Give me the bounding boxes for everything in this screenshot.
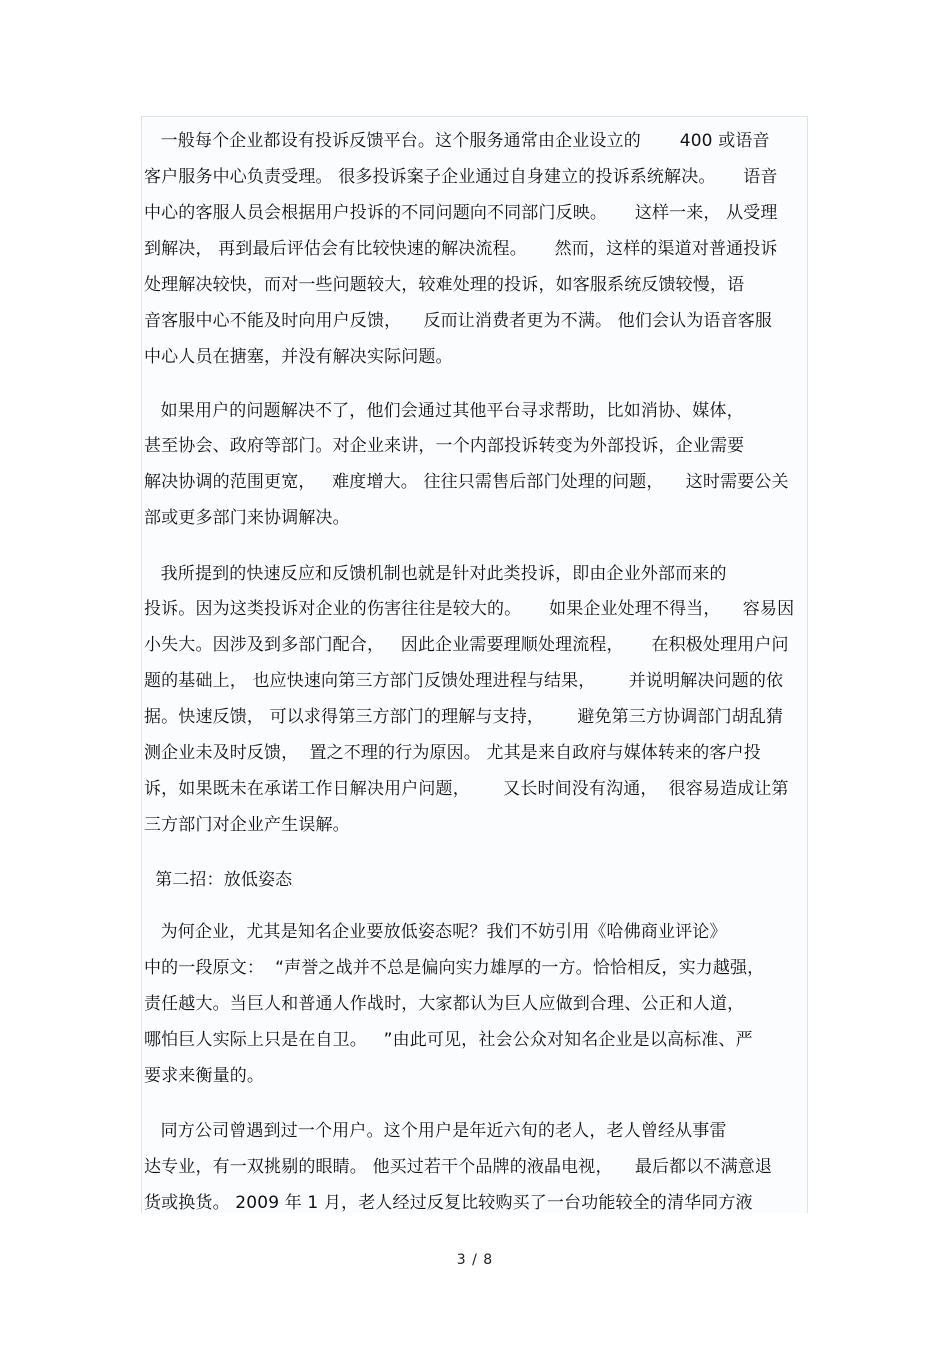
text-line: 达专业，有一双挑剔的眼睛。 他买过若干个品牌的液晶电视， 最后都以不满意退 <box>144 1157 773 1177</box>
text-line: 音客服中心不能及时向用户反馈， 反而让消费者更为不满。 他们会认为语音客服 <box>144 311 773 331</box>
text-line: 我所提到的快速反应和反馈机制也就是针对此类投诉，即由企业外部而来的 <box>144 564 727 584</box>
text-line: 如果用户的问题解决不了，他们会通过其他平台寻求帮助，比如消协、媒体， <box>144 401 744 421</box>
section-heading: 第二招：放低姿态 <box>144 870 293 890</box>
text-line: 为何企业，尤其是知名企业要放低姿态呢？我们不妨引用《哈佛商业评论》 <box>144 922 727 942</box>
text-line: 一般每个企业都设有投诉反馈平台。这个服务通常由企业设立的 400 或语音 <box>144 131 770 151</box>
text-line: 中的一段原文： “声誉之战并不总是偏向实力雄厚的一方。恰恰相反，实力越强， <box>144 958 765 978</box>
text-line: 货或换货。 2009 年 1 月，老人经过反复比较购买了一台功能较全的清华同方液 <box>144 1193 753 1213</box>
text-line: 部或更多部门来协调解决。 <box>144 508 350 528</box>
text-line: 甚至协会、政府等部门。对企业来讲，一个内部投诉转变为外部投诉，企业需要 <box>144 436 745 456</box>
text-line: 到解决， 再到最后评估会有比较快速的解决流程。 然而，这样的渠道对普通投诉 <box>144 239 778 259</box>
text-line: 中心人员在搪塞，并没有解决实际问题。 <box>144 347 453 367</box>
text-line: 客户服务中心负责受理。 很多投诉案子企业通过自身建立的投诉系统解决。 语音 <box>144 167 778 187</box>
document-content <box>141 116 808 1213</box>
text-line: 三方部门对企业产生误解。 <box>144 815 350 835</box>
text-line: 诉，如果既未在承诺工作日解决用户问题， 又长时间没有沟通， 很容易造成让第 <box>144 779 789 799</box>
text-line: 题的基础上， 也应快速向第三方部门反馈处理进程与结果， 并说明解决问题的依 <box>144 671 784 691</box>
text-line: 责任越大。当巨人和普通人作战时，大家都认为巨人应做到合理、公正和人道， <box>144 994 745 1014</box>
text-line: 哪怕巨人实际上只是在自卫。 ”由此可见，社会公众对知名企业是以高标准、严 <box>144 1030 753 1050</box>
page-number: 3 / 8 <box>456 1252 494 1268</box>
text-line: 测企业未及时反馈， 置之不理的行为原因。 尤其是来自政府与媒体转来的客户投 <box>144 743 761 763</box>
text-line: 解决协调的范围更宽， 难度增大。 往往只需售后部门处理的问题， 这时需要公关 <box>144 472 789 492</box>
text-line: 中心的客服人员会根据用户投诉的不同问题向不同部门反映。 这样一来， 从受理 <box>144 203 778 223</box>
text-line: 据。快速反馈， 可以求得第三方部门的理解与支持， 避免第三方协调部门胡乱猜 <box>144 707 784 727</box>
text-line: 投诉。因为这类投诉对企业的伤害往往是较大的。 如果企业处理不得当， 容易因 <box>144 599 795 619</box>
text-line: 要求来衡量的。 <box>144 1066 265 1086</box>
text-line: 同方公司曾遇到过一个用户。这个用户是年近六旬的老人，老人曾经从事雷 <box>144 1121 727 1141</box>
text-line: 小失大。因涉及到多部门配合， 因此企业需要理顺处理流程， 在积极处理用户问 <box>144 635 789 655</box>
text-line: 处理解决较快，而对一些问题较大，较难处理的投诉，如客服系统反馈较慢，语 <box>144 275 745 295</box>
